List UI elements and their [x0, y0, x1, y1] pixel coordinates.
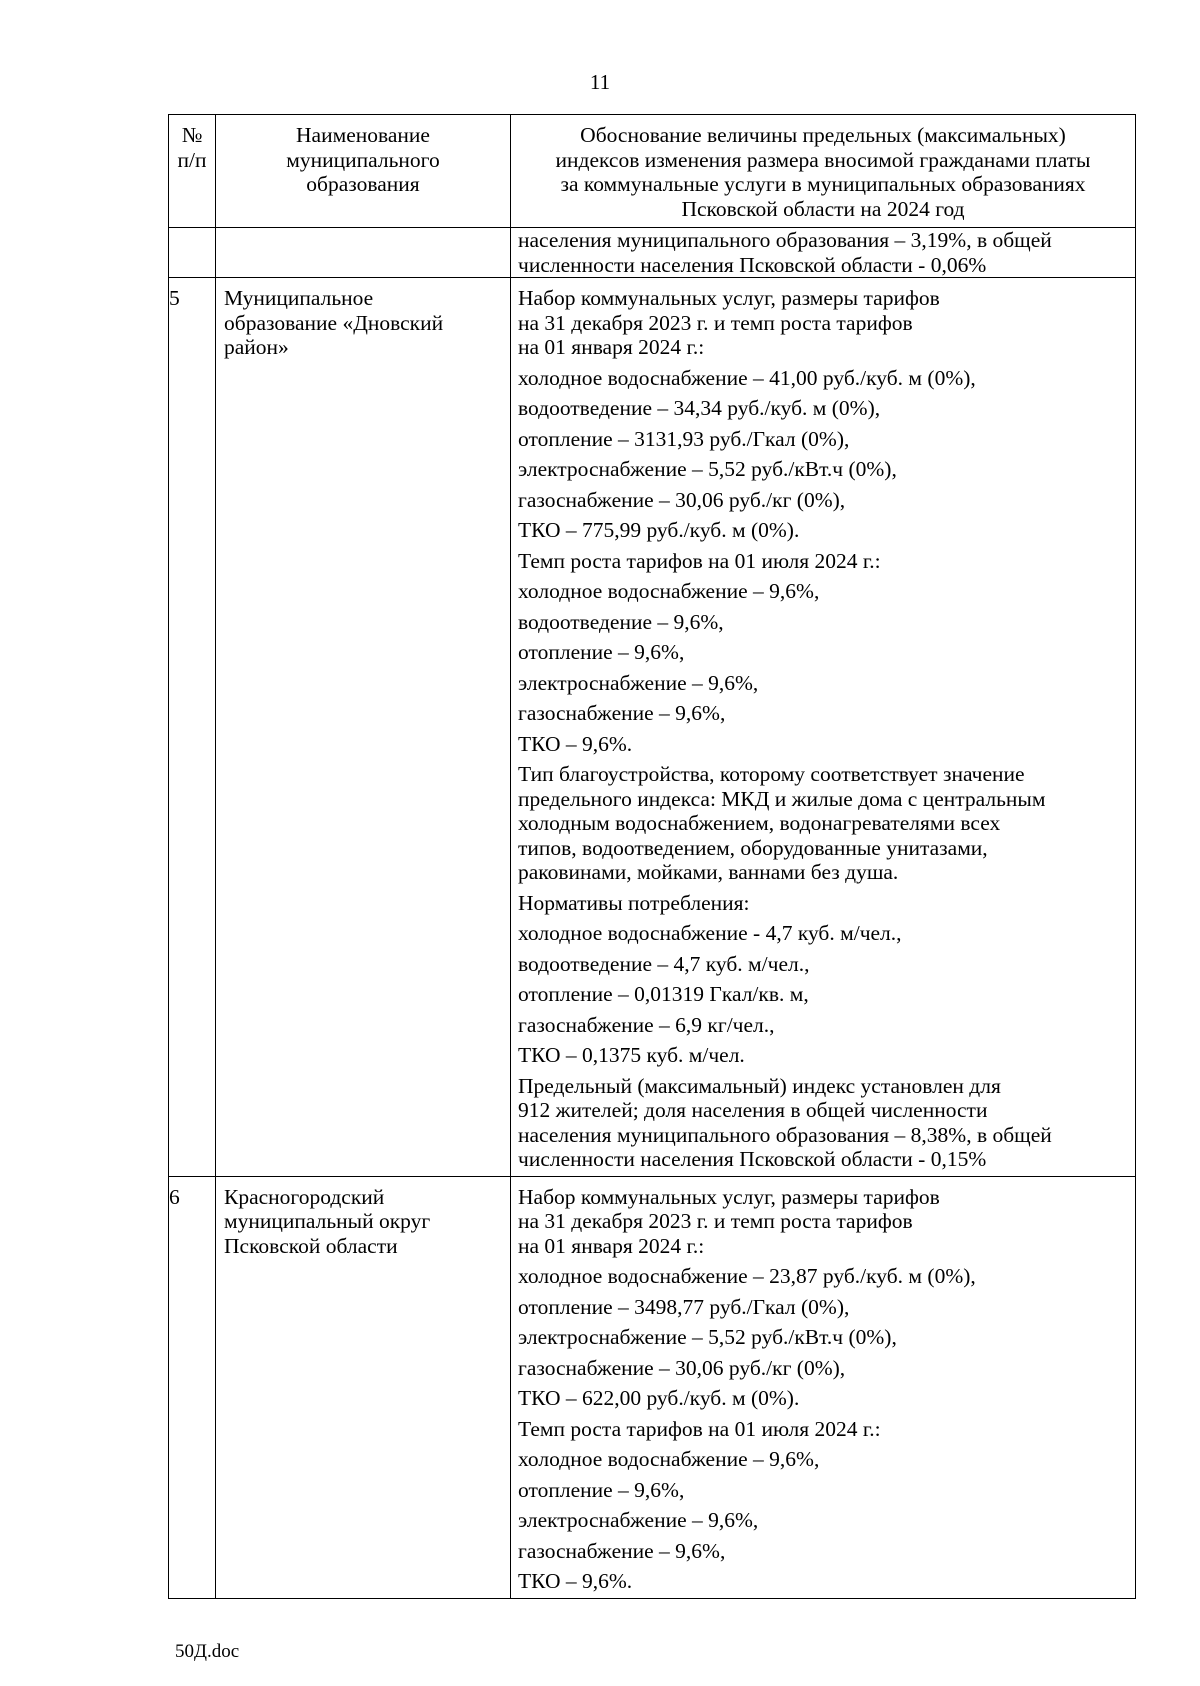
tariff-line: электроснабжение – 5,52 руб./кВт.ч (0%), — [518, 1325, 897, 1349]
growth-line: отопление – 9,6%, — [518, 640, 685, 664]
tariff-line: газоснабжение – 30,06 руб./кг (0%), — [518, 1355, 846, 1380]
intro-line: на 31 декабря 2023 г. и темп роста тарифов — [518, 310, 913, 335]
tariff-line: ТКО – 622,00 руб./куб. м (0%). — [518, 1386, 800, 1410]
growth-line: ТКО – 9,6%. — [518, 1569, 633, 1593]
improvement-type-line: типов, водоотведением, оборудованные унитазами, — [518, 835, 988, 860]
header-name-cell — [216, 115, 511, 228]
norm-line: ТКО – 0,1375 куб. м/чел. — [518, 1043, 745, 1067]
norm-line: водоотведение – 4,7 куб. м/чел., — [518, 951, 810, 976]
norms-title: Нормативы потребления: — [518, 890, 750, 915]
growth-title: Темп роста тарифов на 01 июля 2024 г.: — [518, 1416, 881, 1441]
improvement-type-line: Тип благоустройства, которому соответствует значение — [518, 762, 1025, 786]
growth-line: электроснабжение – 9,6%, — [518, 1508, 759, 1532]
tariff-line: отопление – 3498,77 руб./Гкал (0%), — [518, 1294, 850, 1319]
growth-line: ТКО – 9,6%. — [518, 731, 633, 756]
header-justification-line: Обоснование величины предельных (максимальных) — [580, 123, 1066, 147]
tariff-line: холодное водоснабжение – 23,87 руб./куб. м (0%), — [518, 1264, 976, 1288]
tariff-line: газоснабжение – 30,06 руб./кг (0%), — [518, 487, 846, 512]
limit-line: численности населения Псковской области - 0,15% — [518, 1147, 987, 1171]
header-justification-line: Псковской области на 2024 год — [681, 196, 965, 221]
growth-line: электроснабжение – 9,6%, — [518, 670, 759, 695]
intro-line: на 31 декабря 2023 г. и темп роста тарифов — [518, 1209, 913, 1233]
row-number: 5 — [169, 286, 180, 310]
continuation-line: населения муниципального образования – 3,19%, в общей — [518, 228, 1052, 252]
header-name-line: образования — [306, 172, 420, 196]
header-number-cell — [169, 115, 216, 228]
norm-line: газоснабжение – 6,9 кг/чел., — [518, 1012, 775, 1037]
growth-line: холодное водоснабжение – 9,6%, — [518, 1447, 820, 1471]
municipality-name-line: Псковской области — [224, 1233, 398, 1258]
header-name-line: муниципального — [286, 147, 440, 172]
row-name-cell — [216, 278, 511, 1177]
tariff-line: водоотведение – 34,34 руб./куб. м (0%), — [518, 396, 881, 420]
limit-line: 912 жителей; доля населения в общей численности — [518, 1098, 988, 1122]
municipality-name-line: образование «Дновский — [224, 310, 444, 335]
row-number-cell — [169, 228, 216, 278]
row-justification-cell — [511, 228, 1136, 278]
growth-line: холодное водоснабжение – 9,6%, — [518, 579, 820, 603]
improvement-type-line: раковинами, мойками, ваннами без душа. — [518, 860, 899, 884]
row-name-cell — [216, 1176, 511, 1598]
table-row-5 — [169, 278, 1136, 1177]
row-number-cell — [169, 278, 216, 1177]
growth-line: газоснабжение – 9,6%, — [518, 701, 726, 725]
growth-line: газоснабжение – 9,6%, — [518, 1538, 726, 1563]
limit-line: Предельный (максимальный) индекс установлен для — [518, 1073, 1001, 1098]
table-header-row — [169, 115, 1136, 228]
intro-line: на 01 января 2024 г.: — [518, 335, 705, 359]
row-justification-cell — [511, 278, 1136, 1177]
header-name-line: Наименование — [296, 123, 430, 147]
limit-paragraph — [518, 1074, 1129, 1172]
limit-line: населения муниципального образования – 8,38%, в общей — [518, 1122, 1052, 1147]
growth-title: Темп роста тарифов на 01 июля 2024 г.: — [518, 548, 881, 573]
intro-line: Набор коммунальных услуг, размеры тарифов — [518, 1184, 940, 1209]
row-name-cell — [216, 228, 511, 278]
tariff-line: электроснабжение – 5,52 руб./кВт.ч (0%), — [518, 457, 897, 481]
norm-line: отопление – 0,01319 Гкал/кв. м, — [518, 982, 809, 1006]
intro-line: Набор коммунальных услуг, размеры тарифов — [518, 286, 940, 310]
intro-line: на 01 января 2024 г.: — [518, 1233, 705, 1258]
header-justification-cell — [511, 115, 1136, 228]
table-row-continuation — [169, 228, 1136, 278]
municipality-name-line: Муниципальное — [224, 286, 374, 310]
row-number-cell — [169, 1176, 216, 1598]
page-number: 11 — [589, 70, 611, 94]
continuation-line: численности населения Псковской области - 0,06% — [518, 252, 987, 277]
improvement-type-line: холодным водоснабжением, водонагревателями всех — [518, 811, 1001, 835]
growth-line: водоотведение – 9,6%, — [518, 609, 724, 634]
footer-filename: 50Д.doc — [175, 1641, 240, 1662]
growth-line: отопление – 9,6%, — [518, 1477, 685, 1502]
tariff-line: ТКО – 775,99 руб./куб. м (0%). — [518, 518, 800, 542]
improvement-type-line: предельного индекса: МКД и жилые дома с центральным — [518, 786, 1046, 811]
table-row-6 — [169, 1176, 1136, 1598]
municipality-name-line: район» — [224, 335, 289, 359]
header-number-line: п/п — [177, 147, 207, 172]
header-number-line: № — [181, 123, 203, 147]
improvement-type-paragraph — [518, 762, 1129, 885]
municipality-name-line: Красногородский — [224, 1184, 385, 1209]
municipality-name-line: муниципальный округ — [224, 1209, 431, 1233]
tariff-table — [168, 114, 1136, 1599]
header-justification-line: за коммунальные услуги в муниципальных образованиях — [560, 172, 1086, 196]
tariff-line: отопление – 3131,93 руб./Гкал (0%), — [518, 426, 850, 451]
row-justification-cell — [511, 1176, 1136, 1598]
norm-line: холодное водоснабжение - 4,7 куб. м/чел., — [518, 921, 902, 945]
row-number: 6 — [169, 1184, 180, 1209]
header-justification-line: индексов изменения размера вносимой гражданами платы — [555, 147, 1091, 172]
tariff-line: холодное водоснабжение – 41,00 руб./куб. м (0%), — [518, 365, 976, 390]
